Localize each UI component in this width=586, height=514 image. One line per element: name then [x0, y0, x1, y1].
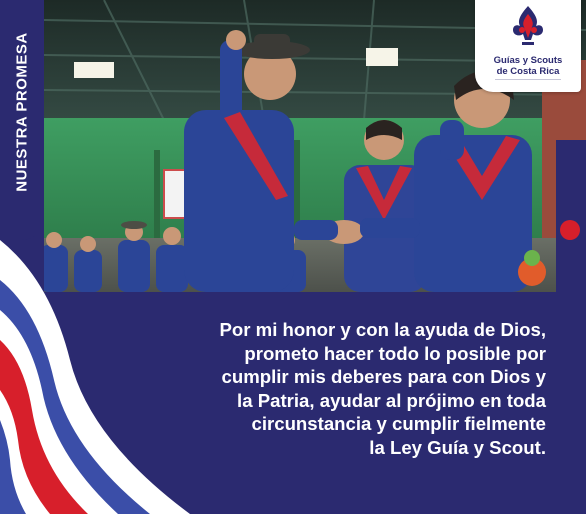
logo-divider — [495, 79, 561, 80]
scout-promise-text — [126, 318, 546, 459]
side-label: NUESTRA PROMESA — [13, 32, 31, 192]
promise-line: cumplir mis deberes para con Dios y — [221, 366, 546, 387]
scout-emblem-icon — [511, 4, 545, 50]
promise-line: Por mi honor y con la ayuda de Dios, — [219, 319, 546, 340]
logo-line-2: de Costa Rica — [496, 66, 560, 77]
promise-line: la Patria, ayudar al prójimo en toda — [237, 389, 546, 411]
organization-logo — [475, 0, 581, 92]
logo-line-1: Guías y Scouts — [493, 55, 563, 66]
promise-line: prometo hacer todo lo posible por — [244, 342, 546, 364]
promise-line: la Ley Guía y Scout. — [369, 436, 546, 458]
side-band — [0, 0, 44, 240]
promise-line: circunstancia y cumplir fielmente — [251, 413, 546, 434]
